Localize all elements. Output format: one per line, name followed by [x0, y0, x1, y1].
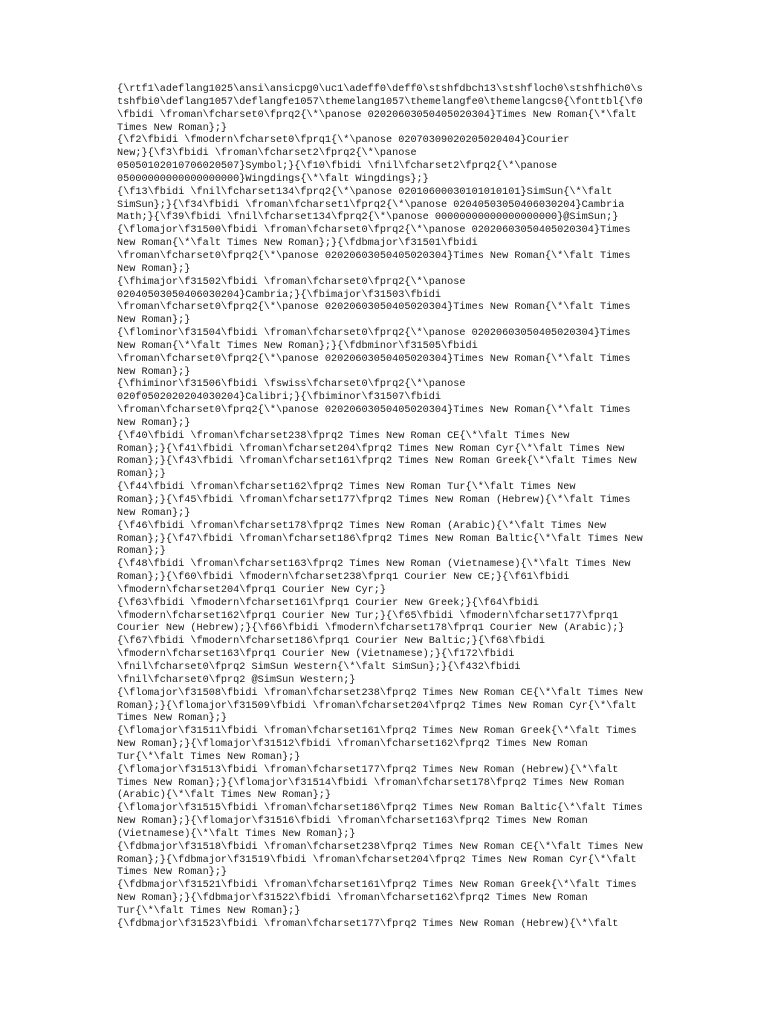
rtf-line: {\f40\fbidi \froman\fcharset238\fprq2 Times New Roman CE{\*\falt Times New Roman};}{\f41\fbidi \froman\fcharset204\fprq2 Times New Roman Cyr{\*\falt Times New Roman};}{\f43\fbidi \froman\fcharset161\fprq2 Times New Roman Greek{\*\falt Times New Roman};}: [117, 430, 637, 481]
rtf-line: {\f63\fbidi \fmodern\fcharset161\fprq1 Courier New Greek;}{\f64\fbidi \fmodern\fcharset162\fprq1 Courier New Tur;}{\f65\fbidi \fmodern\fcharset177\fprq1 Courier New (Hebrew);}{\f66\fbidi \fmodern\fcharset178\fprq1 Courier New (Arabic);}: [117, 597, 625, 635]
rtf-line: {\f46\fbidi \froman\fcharset178\fprq2 Times New Roman (Arabic){\*\falt Times New Roman};}{\f47\fbidi \froman\fcharset186\fprq2 Times New Roman Baltic{\*\falt Times New Roman};}: [117, 520, 643, 558]
rtf-line: {\fdbmajor\f31518\fbidi \froman\fcharset238\fprq2 Times New Roman CE{\*\falt Times New Roman};}{\fdbmajor\f31519\fbidi \froman\fcharset204\fprq2 Times New Roman Cyr{\*\falt Times New Roman};}: [117, 841, 643, 879]
document-page: [117, 84, 657, 932]
rtf-line: {\flomajor\f31511\fbidi \froman\fcharset161\fprq2 Times New Roman Greek{\*\falt Times New Roman};}{\flomajor\f31512\fbidi \froman\fcharset162\fprq2 Times New Roman Tur{\*\falt Times New Roman};}: [117, 726, 637, 763]
rtf-line: {\flomajor\f31515\fbidi \froman\fcharset186\fprq2 Times New Roman Baltic{\*\falt Times New Roman};}{\flomajor\f31516\fbidi \froman\fcharset163\fprq2 Times New Roman (Vietnamese){\*\falt Times New Roman};}: [117, 803, 643, 840]
rtf-line: {\fhiminor\f31506\fbidi \fswiss\fcharset0\fprq2{\*\panose 020f0502020204030204}Calibri;}{\fbiminor\f31507\fbidi \froman\fcharset0\fprq2{\*\panose 02020603050405020304}Times New Roman{\*\falt Times New Roman};}: [117, 379, 631, 429]
rtf-line: {\f44\fbidi \froman\fcharset162\fprq2 Times New Roman Tur{\*\falt Times New Roman};}{\f45\fbidi \froman\fcharset177\fprq2 Times New Roman (Hebrew){\*\falt Times New Roman};}: [117, 482, 631, 519]
rtf-line: {\fhimajor\f31502\fbidi \froman\fcharset0\fprq2{\*\panose 02040503050406030204}Cambria;}{\fbimajor\f31503\fbidi \froman\fcharset0\fprq2{\*\panose 02020603050405020304}Times New Roman{\*\falt Times New Roman};}: [117, 276, 631, 327]
rtf-line: {\fdbmajor\f31521\fbidi \froman\fcharset161\fprq2 Times New Roman Greek{\*\falt Times New Roman};}{\fdbmajor\f31522\fbidi \froman\fcharset162\fprq2 Times New Roman Tur{\*\falt Times New Roman};}: [117, 880, 637, 917]
rtf-line: {\f2\fbidi \fmodern\fcharset0\fprq1{\*\panose 02070309020205020404}Courier New;}{\f3\fbidi \froman\fcharset2\fprq2{\*\panose 05050102010706020507}Symbol;}{\f10\fbidi \fnil\fcharset2\fprq2{\*\panose 05000000000000000000}Wingdings{\*\falt Wingdings};}: [117, 135, 570, 185]
rtf-line: {\flominor\f31504\fbidi \froman\fcharset0\fprq2{\*\panose 02020603050405020304}Times New Roman{\*\falt Times New Roman};}{\fdbminor\f31505\fbidi \froman\fcharset0\fprq2{\*\panose 02020603050405020304}Times New Roman{\*\falt Times New Roman};}: [117, 328, 631, 378]
rtf-line: {\rtf1\adeflang1025\ansi\ansicpg0\uc1\adeff0\deff0\stshfdbch13\stshfloch0\stshfhich0\s tshfbi0\deflang1057\deflangfe1057\themelang1057\themelangfe0\themelangcs0{\fonttbl{\f0 \fbidi \froman\fcharset0\fprq2{\*\panose 02020603050405020304}Times New Roman{\*\falt Times New Roman};}: [117, 84, 643, 134]
rtf-line: {\f13\fbidi \fnil\fcharset134\fprq2{\*\panose 02010600030101010101}SimSun{\*\falt SimSun};}{\f34\fbidi \froman\fcharset1\fprq2{\*\panose 02040503050406030204}Cambria Math;}{\f39\fbidi \fnil\fcharset134\fprq2{\*\panose 00000000000000000000}@SimSun;}: [117, 186, 625, 224]
rtf-line: {\f67\fbidi \fmodern\fcharset186\fprq1 Courier New Baltic;}{\f68\fbidi \fmodern\fcharset163\fprq1 Courier New (Vietnamese);}{\f172\fbidi \fnil\fcharset0\fprq2 SimSun Western{\*\falt SimSun};}{\f432\fbidi \fnil\fcharset0\fprq2 @SimSun Western;}: [117, 636, 545, 686]
rtf-line: {\f48\fbidi \froman\fcharset163\fprq2 Times New Roman (Vietnamese){\*\falt Times New Roman};}{\f60\fbidi \fmodern\fcharset238\fprq1 Courier New CE;}{\f61\fbidi \fmodern\fcharset204\fprq1 Courier New Cyr;}: [117, 559, 631, 596]
rtf-line: {\fdbmajor\f31523\fbidi \froman\fcharset177\fprq2 Times New Roman (Hebrew){\*\falt: [117, 918, 619, 930]
rtf-line: {\flomajor\f31513\fbidi \froman\fcharset177\fprq2 Times New Roman (Hebrew){\*\falt Times New Roman};}{\flomajor\f31514\fbidi \froman\fcharset178\fprq2 Times New Roman (Arabic){\*\falt Times New Roman};}: [117, 764, 625, 802]
rtf-line: {\flomajor\f31508\fbidi \froman\fcharset238\fprq2 Times New Roman CE{\*\falt Times New Roman};}{\flomajor\f31509\fbidi \froman\fcharset204\fprq2 Times New Roman Cyr{\*\falt Times New Roman};}: [117, 687, 643, 725]
rtf-line: {\flomajor\f31500\fbidi \froman\fcharset0\fprq2{\*\panose 02020603050405020304}Times New Roman{\*\falt Times New Roman};}{\fdbmajor\f31501\fbidi \froman\fcharset0\fprq2{\*\panose 02020603050405020304}Times New Roman{\*\falt Times New Roman};}: [117, 225, 631, 275]
